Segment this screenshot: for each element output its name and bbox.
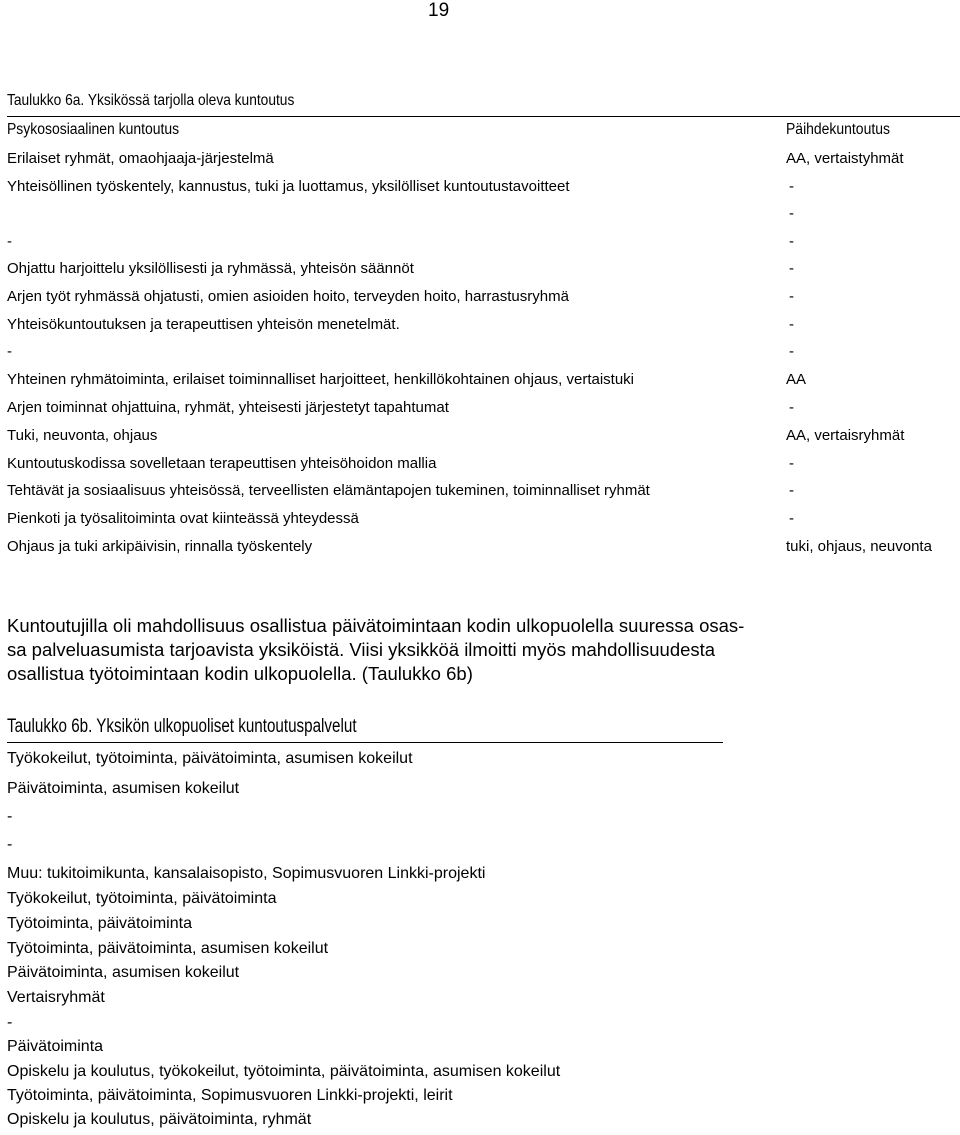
table-6b-item-6: Työkokeilut, työtoiminta, päivätoiminta: [7, 890, 277, 907]
table-6a-row-9-left: Yhteinen ryhmätoiminta, erilaiset toiminnalliset harjoitteet, henkillökohtainen ohjaus, vertaistuki: [7, 371, 634, 388]
table-6a-row-14-right: -: [789, 510, 794, 527]
table-6a-row-5-right: -: [789, 260, 794, 277]
table-6a-header-right: Päihdekuntoutus: [786, 121, 890, 138]
table-6b-item-4: -: [7, 836, 13, 853]
paragraph-line-1: Kuntoutujilla oli mahdollisuus osallistua päivätoimintaan kodin ulkopuolella suuressa osas-: [7, 615, 745, 636]
table-6b-item-10: Vertaisryhmät: [7, 989, 105, 1006]
table-6b-item-13: Opiskelu ja koulutus, työkokeilut, työtoiminta, päivätoiminta, asumisen kokeilut: [7, 1063, 561, 1080]
table-6b-divider: [7, 742, 723, 743]
table-6a-row-5-left: Ohjattu harjoittelu yksilöllisesti ja ryhmässä, yhteisön säännöt: [7, 260, 414, 277]
table-6a-row-11-right: AA, vertaisryhmät: [786, 427, 905, 444]
table-6a-row-8-left: -: [7, 343, 12, 360]
table-6b-item-12: Päivätoiminta: [7, 1038, 104, 1055]
table-6a-header-left: Psykososiaalinen kuntoutus: [7, 121, 180, 138]
table-6b-item-8: Työtoiminta, päivätoiminta, asumisen kokeilut: [7, 940, 329, 957]
table-6a-row-12-right: -: [789, 455, 794, 472]
table-6a-row-8-right: -: [789, 343, 794, 360]
table-6a-row-1-right: AA, vertaistyhmät: [786, 150, 904, 167]
page-number: 19: [428, 0, 450, 21]
table-6a-row-6-right: -: [789, 288, 794, 305]
table-6b-item-7: Työtoiminta, päivätoiminta: [7, 915, 192, 932]
table-6a-divider: [7, 116, 960, 117]
table-6b-item-5: Muu: tukitoimikunta, kansalaisopisto, Sopimusvuoren Linkki-projekti: [7, 865, 486, 882]
table-6a-row-11-left: Tuki, neuvonta, ohjaus: [7, 427, 158, 444]
table-6a-row-7-right: -: [789, 316, 794, 333]
table-6b-item-14: Työtoiminta, päivätoiminta, Sopimusvuoren Linkki-projekti, leirit: [7, 1087, 453, 1104]
table-6b-item-1: Työkokeilut, työtoiminta, päivätoiminta, asumisen kokeilut: [7, 750, 413, 767]
table-6b-item-2: Päivätoiminta, asumisen kokeilut: [7, 780, 240, 797]
table-6b-item-9: Päivätoiminta, asumisen kokeilut: [7, 964, 240, 981]
table-6a-row-10-left: Arjen toiminnat ohjattuina, ryhmät, yhteisesti järjestetyt tapahtumat: [7, 399, 449, 416]
table-6a-row-6-left: Arjen työt ryhmässä ohjatusti, omien asioiden hoito, terveyden hoito, harrastusryhmä: [7, 288, 569, 305]
table-6b-item-15: Opiskelu ja koulutus, päivätoiminta, ryhmät: [7, 1111, 312, 1128]
table-6a-row-10-right: -: [789, 399, 794, 416]
table-6a-row-13-right: -: [789, 482, 794, 499]
paragraph-line-2: sa palveluasumista tarjoavista yksiköistä. Viisi yksikköä ilmoitti myös mahdollisuudesta: [7, 639, 716, 660]
table-6b-item-11: -: [7, 1014, 13, 1031]
table-6a-row-13-left: Tehtävät ja sosiaalisuus yhteisössä, terveellisten elämäntapojen tukeminen, toiminnalliset ryhmät: [7, 482, 650, 499]
table-6a-row-2-right: -: [789, 178, 794, 195]
table-6a-row-4-left: -: [7, 233, 12, 250]
table-6a-row-4-right: -: [789, 233, 794, 250]
table-6a-row-14-left: Pienkoti ja työsalitoiminta ovat kiinteässä yhteydessä: [7, 510, 359, 527]
table-6a-title: Taulukko 6a. Yksikössä tarjolla oleva kuntoutus: [7, 92, 295, 109]
table-6b-title: Taulukko 6b. Yksikön ulkopuoliset kuntoutuspalvelut: [7, 716, 357, 737]
table-6a-row-15-left: Ohjaus ja tuki arkipäivisin, rinnalla työskentely: [7, 538, 313, 555]
table-6a-row-12-left: Kuntoutuskodissa sovelletaan terapeuttisen yhteisöhoidon mallia: [7, 455, 437, 472]
table-6a-row-2-left: Yhteisöllinen työskentely, kannustus, tuki ja luottamus, yksilölliset kuntoutustavoitteet: [7, 178, 570, 195]
table-6b-item-3: -: [7, 808, 13, 825]
table-6a-row-3-right: -: [789, 205, 794, 222]
table-6a-row-9-right: AA: [786, 371, 807, 388]
table-6a-row-15-right: tuki, ohjaus, neuvonta: [786, 538, 932, 555]
paragraph-line-3: osallistua työtoimintaan kodin ulkopuolella. (Taulukko 6b): [7, 663, 473, 684]
table-6a-row-7-left: Yhteisökuntoutuksen ja terapeuttisen yhteisön menetelmät.: [7, 316, 400, 333]
table-6a-row-1-left: Erilaiset ryhmät, omaohjaaja-järjestelmä: [7, 150, 274, 167]
